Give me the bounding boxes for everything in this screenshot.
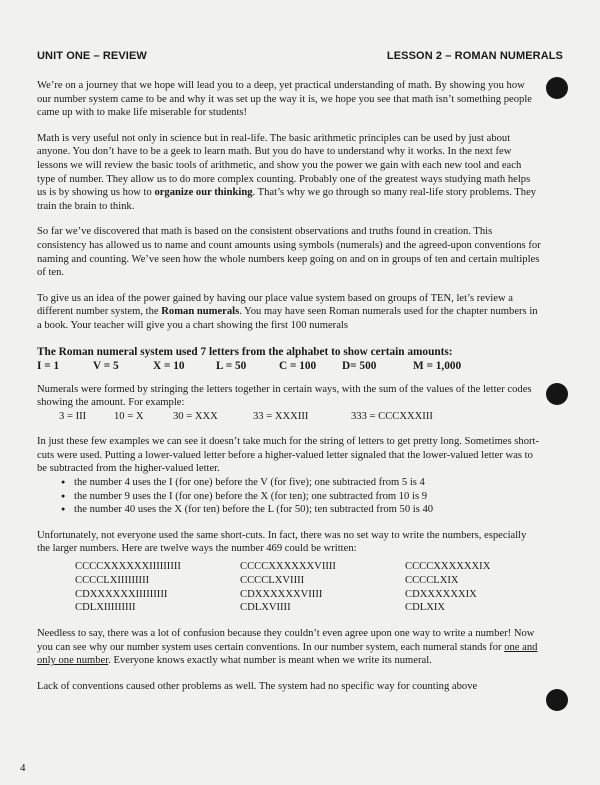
roman-letter-value: D= 500 [342, 359, 377, 372]
lack-of-conventions-paragraph: Lack of conventions caused other problems as well. The system had no specific way for counting above [37, 681, 478, 692]
intro-paragraph: We’re on a journey that we hope will lead you to a deep, yet practical understanding of math. By showing you how our number system came to be and why it was set up the way it is, we hope you see that math isn’t something people came up with to make life miserable for students! [37, 80, 532, 119]
numerals-formed-paragraph: Numerals were formed by stringing the letters together in certain ways, with the sum of the values of the letter codes showing the amount. For example: [37, 383, 532, 409]
underlined-text: one and only one number [37, 641, 538, 667]
roman-letter-value: L = 50 [216, 359, 247, 372]
numeral-example: 333 = CCCXXXIII [351, 410, 433, 422]
numeral-variant: CCCCXXXXXXIX [405, 561, 491, 573]
confusion-paragraph [37, 627, 541, 668]
text-run: . That’s why we go through so many real-life story problems. They train the brain to think. [37, 187, 537, 212]
roman-letter-value: C = 100 [279, 359, 317, 372]
alphabet-heading: The Roman numeral system used 7 letters from the alphabet to show certain amounts: [37, 345, 453, 358]
numeral-example: 30 = XXX [173, 410, 218, 422]
numeral-variant: CDXXXXXXIX [405, 588, 477, 600]
numeral-example: 3 = III [59, 410, 87, 422]
list-item: ● the number 4 uses the I (for one) before the V (for five); one subtracted from 5 is 4 [61, 476, 541, 490]
roman-intro-paragraph [37, 292, 541, 333]
emphasis-text: organize our thinking [154, 187, 253, 199]
numeral-variant: CDLXVIIII [240, 602, 291, 614]
binder-hole [546, 689, 568, 711]
numeral-variant: CCCCLXIIIIIIIII [75, 574, 150, 586]
numeral-example: 10 = X [114, 410, 144, 422]
numeral-variant: CCCCLXIX [405, 574, 459, 586]
numeral-variant: CDXXXXXXVIIII [240, 588, 323, 600]
list-item: ● the number 40 uses the X (for ten) before the L (for 50); ten subtracted from 50 is 40 [61, 503, 541, 517]
unit-title: UNIT ONE – REVIEW [37, 50, 147, 62]
text-run: Math is very useful not only in science but in real-life. The basic arithmetic principles can be used by just about anyone. You don’t have to be a geek to learn math. But you do have to understand why it works. In the next few lessons we will review the basic tools of arithmetic, and show you the power we gain with each new tool and each type of number. They allow us to do more complex counting. Probably one of the greatest ways studying math helps us is by showing us how to [37, 132, 531, 199]
binder-hole [546, 77, 568, 99]
text-run: . You may have seen Roman numerals used for the chapter numbers in a book. Your teacher will give you a chart showing the first 100 numerals [37, 306, 538, 331]
numeral-examples [59, 410, 541, 424]
numeral-variant: CCCCXXXXXXVIIII [240, 561, 336, 573]
text-run: To give us an idea of the power gained by having our place value system based on groups of TEN, let’s review a different number system, the [37, 292, 513, 318]
page-header [37, 50, 563, 62]
roman-letter-values [37, 359, 541, 373]
roman-letter-value: I = 1 [37, 359, 60, 372]
binder-hole [546, 383, 568, 405]
roman-letter-value: V = 5 [93, 359, 119, 372]
numeral-variant: CDLXIIIIIIIII [75, 602, 136, 614]
roman-letter-value: X = 10 [153, 359, 185, 372]
shortcuts-paragraph: In just these few examples we can see it doesn’t take much for the string of letters to get pretty long. Sometimes short-cuts were used. Putting a lower-valued letter before a higher-valued letter signaled that the lower-valued letter was to be subtracted from the higher-valued letter. [37, 436, 539, 475]
text-run: . Everyone knows exactly what number is meant when we write its numeral. [108, 655, 432, 667]
math-useful-paragraph [37, 132, 541, 214]
numeral-variant: CCCCXXXXXXIIIIIIIII [75, 561, 181, 573]
numeral-example: 33 = XXXIII [253, 410, 309, 422]
numeral-variant: CCCCLXVIIII [240, 574, 305, 586]
roman-letter-value: M = 1,000 [413, 359, 462, 372]
subtraction-examples-list [37, 476, 541, 517]
text-run: Needless to say, there was a lot of confusion because they couldn’t even agree upon one way to write a number! Now you can see why our number system uses certain conventions. In our number system, each numeral stands for [37, 628, 535, 653]
list-item: ● the number 9 uses the I (for one) before the X (for ten); one subtracted from 10 is 9 [61, 490, 541, 504]
no-set-way-paragraph: Unfortunately, not everyone used the same short-cuts. In fact, there was no set way to write the numbers, especially the larger numbers. Here are twelve ways the number 469 could be written: [37, 529, 527, 555]
ways-to-write-469 [75, 560, 541, 615]
lesson-body [37, 79, 541, 706]
page-number: 4 [20, 762, 26, 774]
numeral-variant: CDLXIX [405, 602, 446, 614]
consistency-paragraph: So far we’ve discovered that math is based on the consistent observations and truths found in creation. This consistency has allowed us to name and count amounts using symbols (numerals) and the agreed-upon conventions for naming and counting. We’ve seen how the whole numbers keep going on and on in groups of ten and certain multiples of ten. [37, 226, 541, 279]
lesson-title: LESSON 2 – ROMAN NUMERALS [386, 50, 563, 62]
numeral-variant: CDXXXXXXIIIIIIIII [75, 588, 168, 600]
emphasis-text: Roman numerals [161, 306, 240, 318]
